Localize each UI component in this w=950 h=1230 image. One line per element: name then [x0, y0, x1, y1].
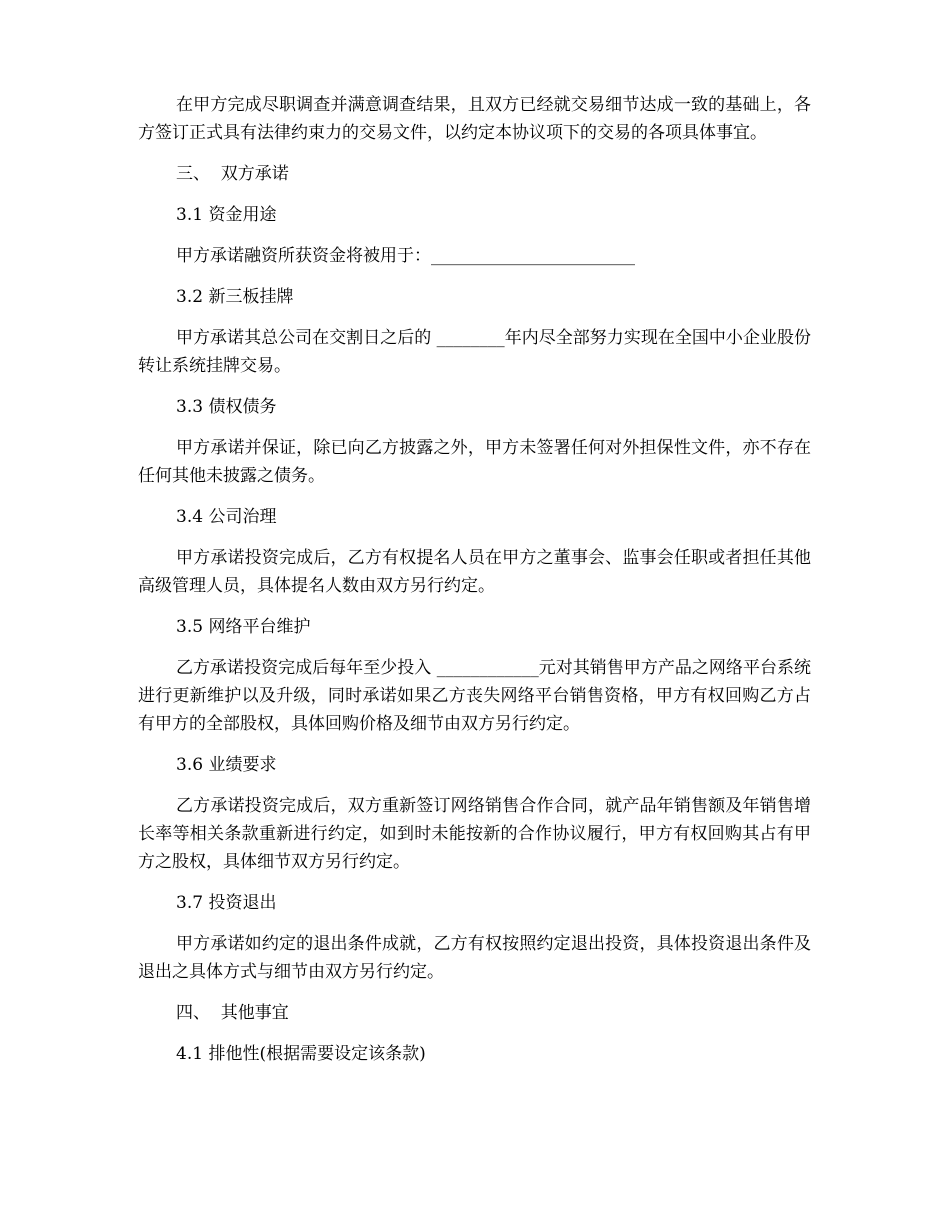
clause-heading-platform-maintenance: 3.5 网络平台维护 [176, 617, 311, 637]
clause-heading-neeq-listing: 3.2 新三板挂牌 [176, 287, 294, 307]
paragraph-use-of-funds: 甲方承诺融资所获资金将被用于：________________________ [176, 246, 635, 266]
paragraph-transaction-documents: 在甲方完成尽职调查并满意调查结果，且双方已经就交易细节达成一致的基础上，各方签订正式具有法律约束力的交易文件，以约定本协议项下的交易的各项具体事宜。 [138, 95, 811, 143]
clause-heading-performance: 3.6 业绩要求 [176, 755, 277, 775]
paragraph-performance: 乙方承诺投资完成后，双方重新签订网络销售合作合同，就产品年销售额及年销售增长率等相关条款重新进行约定，如到时未能按新的合作协议履行，甲方有权回购其占有甲方之股权，具体细节双方另行约定。 [138, 796, 811, 872]
paragraph-neeq-listing: 甲方承诺其总公司在交割日之后的 ________年内尽全部努力实现在全国中小企业股份转让系统挂牌交易。 [138, 328, 811, 376]
paragraph-platform-maintenance: 乙方承诺投资完成后每年至少投入 ____________元对其销售甲方产品之网络平台系统进行更新维护以及升级，同时承诺如果乙方丧失网络平台销售资格，甲方有权回购乙方占有甲方的全部股权，具体回购价格及细节由双方另行约定。 [138, 658, 811, 734]
clause-heading-exit: 3.7 投资退出 [176, 893, 277, 913]
clause-heading-governance: 3.4 公司治理 [176, 507, 277, 527]
clause-heading-debts: 3.3 债权债务 [176, 397, 277, 417]
clause-heading-use-of-funds: 3.1 资金用途 [176, 205, 277, 225]
clause-heading-exclusivity: 4.1 排他性(根据需要设定该条款) [176, 1044, 426, 1064]
paragraph-debts: 甲方承诺并保证，除已向乙方披露之外，甲方未签署任何对外担保性文件，亦不存在任何其他未披露之债务。 [138, 438, 811, 486]
document-body [138, 91, 811, 1081]
paragraph-governance: 甲方承诺投资完成后，乙方有权提名人员在甲方之董事会、监事会任职或者担任其他高级管理人员，具体提名人数由双方另行约定。 [138, 548, 811, 596]
section-heading-other-matters: 四、 其他事宜 [176, 1003, 289, 1023]
paragraph-exit: 甲方承诺如约定的退出条件成就，乙方有权按照约定退出投资，具体投资退出条件及退出之具体方式与细节由双方另行约定。 [138, 934, 811, 982]
section-heading-mutual-commitments: 三、 双方承诺 [176, 164, 289, 184]
